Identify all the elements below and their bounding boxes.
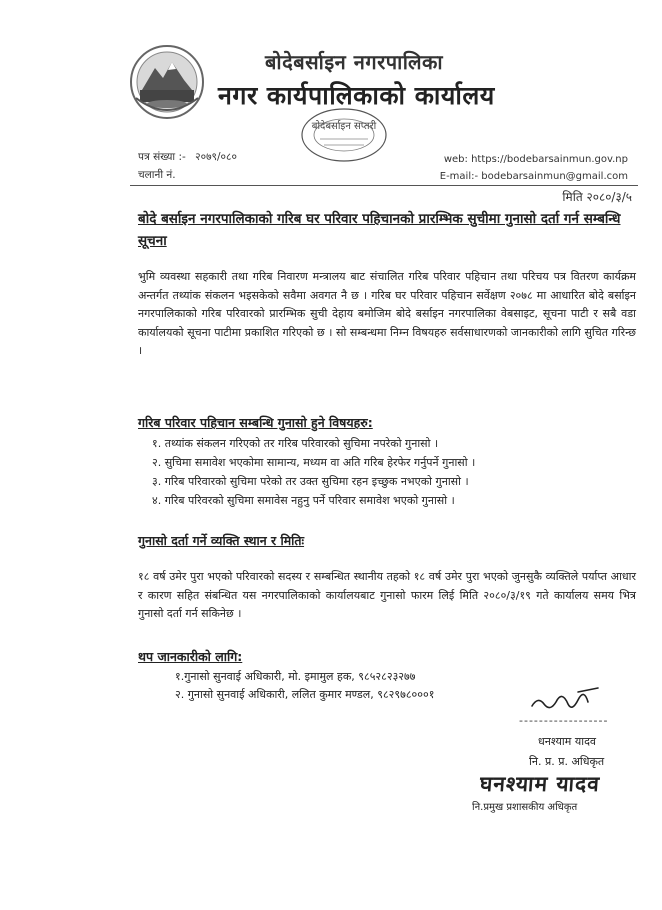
contacts-list — [175, 668, 434, 704]
dispatch-number-label: चलानी नं. — [138, 169, 176, 181]
complaints-list — [152, 434, 475, 510]
notice-subject — [138, 208, 634, 252]
signer-title: नि. प्र. प्र. अधिकृत — [529, 755, 605, 768]
office-name: नगर कार्यपालिकाको कार्यालय — [218, 81, 495, 110]
list-item: ४. गरिब परिवरको सुचिमा समावेस नहुनु पर्ने परिवार समावेश भएको गुनासो । — [152, 494, 455, 507]
seal-title: नि.प्रमुख प्रशासकीय अधिकृत — [472, 802, 578, 813]
notice-date: मिति २०८०/३/५ — [562, 190, 632, 204]
signature-line: ------------------ — [519, 714, 609, 727]
email-text: E-mail:- bodebarsainmun@gmail.com — [439, 171, 628, 182]
list-item: ३. गरिब परिवारको सुचिमा परेको तर उक्त सुचिमा रहन इच्छुक नभएको गुनासो । — [152, 475, 469, 488]
place-heading: गुनासो दर्ता गर्ने व्यक्ति स्थान र मितिः — [138, 533, 305, 548]
notice-subject-text: बोदे बर्साइन नगरपालिकाको गरिब घर परिवार पहिचानको प्रारम्भिक सुचीमा गुनासो दर्ता गर्न सम्बन्धि सूचना — [138, 211, 621, 249]
municipality-emblem-logo — [122, 42, 212, 122]
list-item: २. सुचिमा समावेश भएकोमा सामान्य, मध्यम वा अति गरिब हेरफेर गर्नुपर्ने गुनासो । — [152, 456, 476, 469]
stamp-text: बोदेबर्साइन सप्तरी — [311, 121, 377, 132]
contact-item: २. गुनासो सुनवाई अधिकारी, ललित कुमार मण्डल, ९८२९७८०००१ — [175, 688, 435, 701]
ref-number-value: २०७९/०८० — [195, 151, 237, 163]
list-item: १. तथ्यांक संकलन गरिएको तर गरिब परिवारको सुचिमा नपरेको गुनासो । — [152, 437, 439, 450]
ref-number-label: पत्र संख्या :- — [138, 151, 186, 163]
signer-name: धनश्याम यादव — [538, 735, 597, 748]
complaints-heading: गरिब परिवार पहिचान सम्बन्धि गुनासो हुने विषयहरु: — [138, 415, 373, 430]
info-heading: थप जानकारीको लागि: — [138, 649, 243, 664]
header-divider — [130, 185, 638, 186]
ref-number — [138, 150, 237, 164]
contact-item: १.गुनासो सुनवाई अधिकारी, मो. इमामुल हक, ९८५२८२३२७७ — [175, 670, 416, 683]
place-paragraph: १८ वर्ष उमेर पुरा भएको परिवारको सदस्य र सम्बन्धित स्थानीय तहको १८ वर्ष उमेर पुरा भएको जुनसुकै व्यक्तिले पर्याप्त आधार र कारण सहित संबन्धित यस नगरपालिकाको कार्यालयबाट गुनासो फारम लिई मिति २०८०/३/१९ गते कार्यालय समय भित्र गुनासो दर्ता गर्न सकिनेछ । — [138, 570, 636, 621]
seal-name: घनश्याम यादव — [479, 772, 601, 796]
website-text: web: https://bodebarsainmun.gov.np — [443, 154, 628, 165]
intro-paragraph: भुमि व्यवस्था सहकारी तथा गरिब निवारण मन्त्रालय बाट संचालित गरिब परिवार पहिचान तथा परिचय पत्र वितरण कार्यक्रम अन्तर्गत तथ्यांक संकलन भइसकेको सवैमा अवगत नै छ । गरिब घर परिवार पहिचान सर्वेक्षण २०७८ मा आधारित बोदे बर्साइन नगरपालिकाको गरिब परिवारको प्रारम्भिक सुची देहाय बमोजिम बोदे बर्साइन नगरपालिका वेबसाइट, सूचना पाटी र सबै वडा कार्यालयको सूचना पाटीमा प्रकाशित गरिएको छ । सो सम्बन्धमा निम्न विषयहरु सर्वसाधारणको जानकारीको लागि सुचित गरिन्छ । — [138, 270, 636, 358]
org-name: बोदेबर्साइन नगरपालिका — [265, 50, 444, 74]
office-stamp — [298, 105, 390, 163]
